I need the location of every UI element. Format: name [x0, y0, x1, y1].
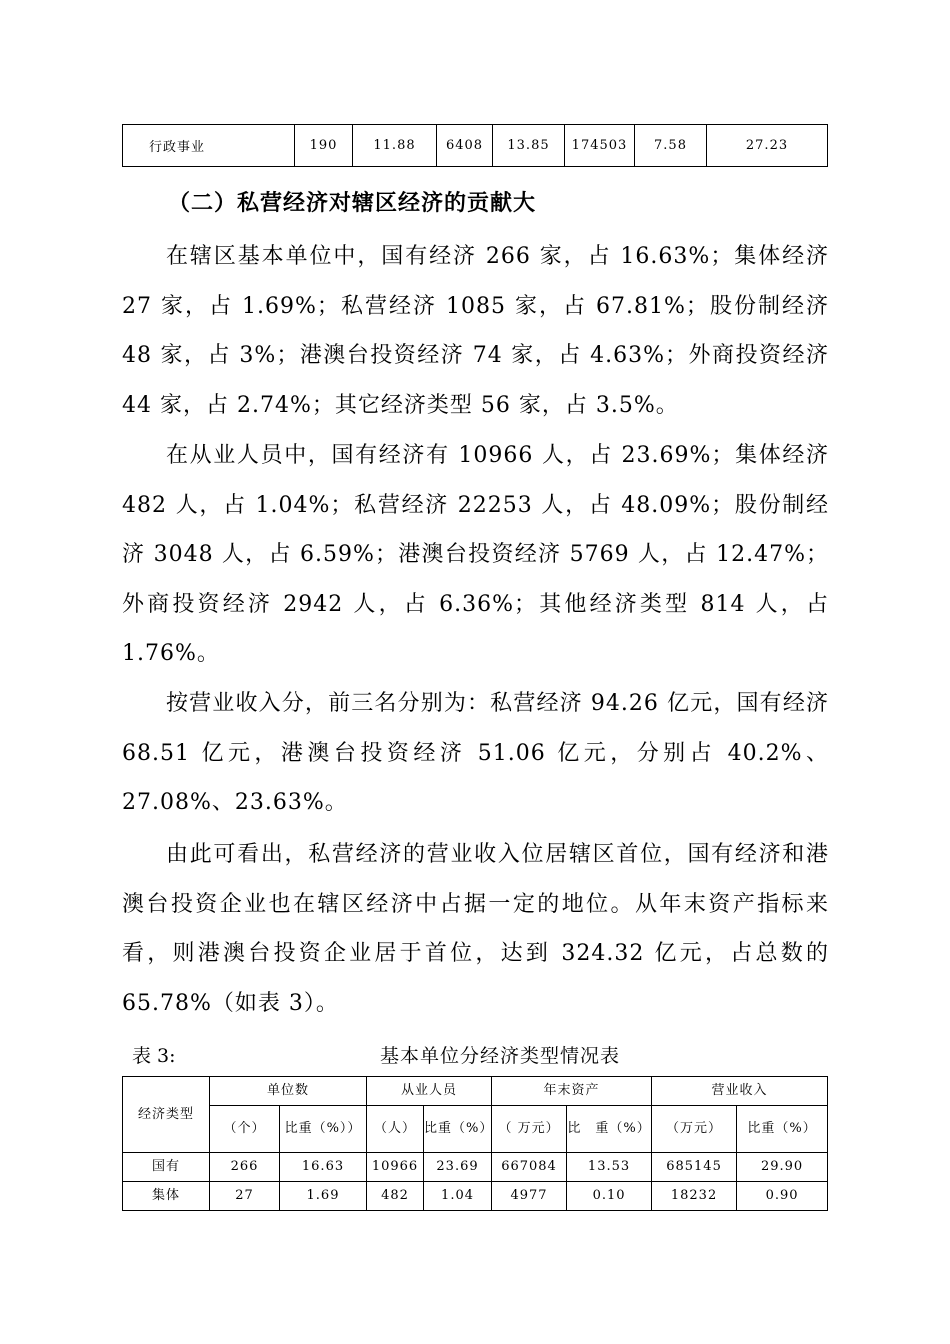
table-cell: 6408	[437, 125, 493, 167]
economic-type-table	[122, 1076, 828, 1211]
table-cell: 0.10	[567, 1182, 652, 1211]
table-cell: 13.85	[493, 125, 565, 167]
table-cell: 1.69	[280, 1182, 367, 1211]
header-group: 从业人员	[367, 1077, 492, 1106]
subheader-cell: 比 重（%）	[567, 1106, 652, 1153]
table-cell: 7.58	[635, 125, 707, 167]
subheader-cell: （人）	[367, 1106, 424, 1153]
table-cell: 685145	[652, 1153, 737, 1182]
paragraph: 按营业收入分，前三名分别为：私营经济 94.26 亿元，国有经济 68.51 亿元，港澳台投资经济 51.06 亿元，分别占 40.2%、27.08%、23.63%。	[122, 691, 829, 815]
table-subheader-row	[123, 1106, 828, 1153]
table-cell: 4977	[492, 1182, 567, 1211]
table-row	[123, 125, 828, 167]
header-group: 营业收入	[652, 1077, 828, 1106]
table-cell: 11.88	[353, 125, 437, 167]
table-label: 表 3:	[132, 1045, 176, 1067]
paragraph: 在辖区基本单位中，国有经济 266 家，占 16.63%；集体经济 27 家，占 1.69%；私营经济 1085 家，占 67.81%；股份制经济 48 家，占 3%；港澳台投资经济 74 家，占 4.63%；外商投资经济 44 家，占 2.74%；其它经济类型 56 家，占 3.5%。	[122, 244, 829, 418]
header-economic-type: 经济类型	[123, 1077, 210, 1153]
header-group: 年末资产	[492, 1077, 652, 1106]
subheader-cell: 比重（%））	[280, 1106, 367, 1153]
table-cell: 1.04	[424, 1182, 492, 1211]
subheader-cell: （万元）	[652, 1106, 737, 1153]
previous-table-last-row	[122, 124, 828, 167]
paragraph: 由此可看出，私营经济的营业收入位居辖区首位，国有经济和港澳台投资企业也在辖区经济中占据一定的地位。从年末资产指标来看，则港澳台投资企业居于首位，达到 324.32 亿元，占总数的 65.78%（如表 3）。	[122, 842, 829, 1016]
table-cell: 18232	[652, 1182, 737, 1211]
table-header-row	[123, 1077, 828, 1106]
section-heading: （二）私营经济对辖区经济的贡献大	[168, 190, 537, 216]
table-cell: 27.23	[707, 125, 828, 167]
table-cell: 16.63	[280, 1153, 367, 1182]
subheader-cell: （个）	[210, 1106, 280, 1153]
table-cell: 667084	[492, 1153, 567, 1182]
table-cell: 266	[210, 1153, 280, 1182]
table-cell: 行政事业	[123, 125, 295, 167]
header-group: 单位数	[210, 1077, 367, 1106]
table-cell: 29.90	[737, 1153, 828, 1182]
table-cell: 13.53	[567, 1153, 652, 1182]
table-cell: 190	[295, 125, 353, 167]
subheader-cell: 比重（%）	[737, 1106, 828, 1153]
table-cell: 0.90	[737, 1182, 828, 1211]
paragraph: 在从业人员中，国有经济有 10966 人，占 23.69%；集体经济 482 人，占 1.04%；私营经济 22253 人，占 48.09%；股份制经济 3048 人，占 6.59%；港澳台投资经济 5769 人，占 12.47%；外商投资经济 2942 人，占 6.36%；其他经济类型 814 人，占 1.76%。	[122, 443, 829, 666]
table-cell: 27	[210, 1182, 280, 1211]
table-cell: 23.69	[424, 1153, 492, 1182]
table-cell: 10966	[367, 1153, 424, 1182]
table-cell: 482	[367, 1182, 424, 1211]
table-cell: 174503	[565, 125, 635, 167]
table-title: 基本单位分经济类型情况表	[380, 1045, 621, 1067]
table-cell: 国有	[123, 1153, 210, 1182]
table-row	[123, 1153, 828, 1182]
subheader-cell: （ 万元）	[492, 1106, 567, 1153]
subheader-cell: 比重（%）	[424, 1106, 492, 1153]
table-row	[123, 1182, 828, 1211]
table-cell: 集体	[123, 1182, 210, 1211]
